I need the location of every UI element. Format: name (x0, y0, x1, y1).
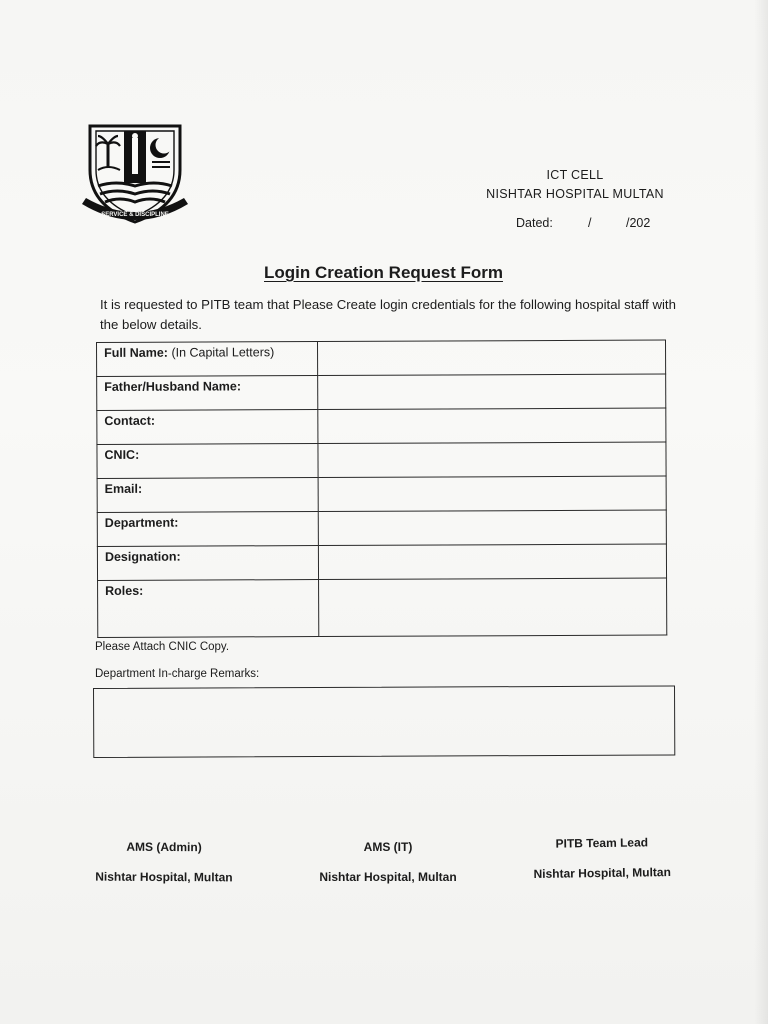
date-year: /202 (626, 216, 651, 230)
signature-ams-it (308, 832, 468, 892)
form-row (97, 544, 666, 580)
field-label: Contact: (104, 413, 156, 428)
hospital-crest-logo (80, 118, 190, 230)
field-value-cell[interactable] (318, 476, 666, 512)
field-value-cell[interactable] (318, 374, 666, 410)
field-value-cell[interactable] (318, 408, 666, 444)
attach-note: Please Attach CNIC Copy. (95, 641, 230, 653)
field-label: Full Name: (104, 345, 168, 360)
remarks-box[interactable] (93, 685, 675, 758)
header-block (460, 166, 690, 204)
signature-org: Nishtar Hospital, Multan (319, 870, 457, 884)
field-label: Department: (104, 515, 179, 530)
field-value-cell[interactable] (318, 340, 666, 376)
form-title: Login Creation Request Form (264, 263, 503, 282)
form-row (97, 510, 666, 546)
signature-pitb-team-lead (522, 827, 683, 889)
field-label-cell (98, 580, 319, 638)
signature-title: PITB Team Lead (555, 835, 649, 851)
signature-title: AMS (IT) (363, 840, 413, 854)
field-label-cell (97, 376, 318, 411)
form-row (97, 340, 666, 376)
field-label: Roles: (105, 583, 144, 598)
intro-paragraph: It is requested to PITB team that Please Create login credentials for the following hospital staff with the below details. (100, 297, 676, 332)
form-row (97, 374, 666, 410)
department-name: ICT CELL (546, 168, 604, 182)
field-value-cell[interactable] (318, 510, 666, 546)
form-row (97, 408, 666, 444)
field-label-cell (97, 546, 318, 581)
dated-label: Dated: (516, 216, 553, 230)
field-label: Designation: (104, 549, 181, 564)
details-table (96, 340, 667, 638)
field-label-cell (97, 512, 318, 547)
field-label: Email: (104, 481, 143, 496)
signature-title: AMS (Admin) (126, 839, 202, 855)
hospital-name: NISHTAR HOSPITAL MULTAN (486, 187, 664, 201)
signature-org: Nishtar Hospital, Multan (533, 865, 671, 881)
form-row (97, 442, 666, 478)
date-separator: / (588, 216, 592, 230)
field-label-cell (97, 444, 318, 479)
field-value-cell[interactable] (318, 442, 666, 478)
field-label-cell (97, 478, 318, 513)
signature-org: Nishtar Hospital, Multan (95, 869, 233, 885)
field-label-cell (97, 342, 318, 377)
form-row (98, 578, 667, 637)
signature-ams-admin (84, 832, 244, 893)
date-line (516, 216, 650, 230)
field-value-cell[interactable] (318, 544, 666, 580)
remarks-label: Department In-charge Remarks: (95, 668, 260, 680)
paper-edge-shadow (754, 0, 768, 1024)
field-label: Father/Husband Name: (104, 379, 242, 394)
form-row (97, 476, 666, 512)
crest-motto: SERVICE & DISCIPLINE (101, 212, 169, 218)
field-value-cell[interactable] (319, 578, 667, 637)
field-label-note: (In Capital Letters) (167, 345, 275, 360)
field-label: CNIC: (104, 447, 140, 462)
field-label-cell (97, 410, 318, 445)
